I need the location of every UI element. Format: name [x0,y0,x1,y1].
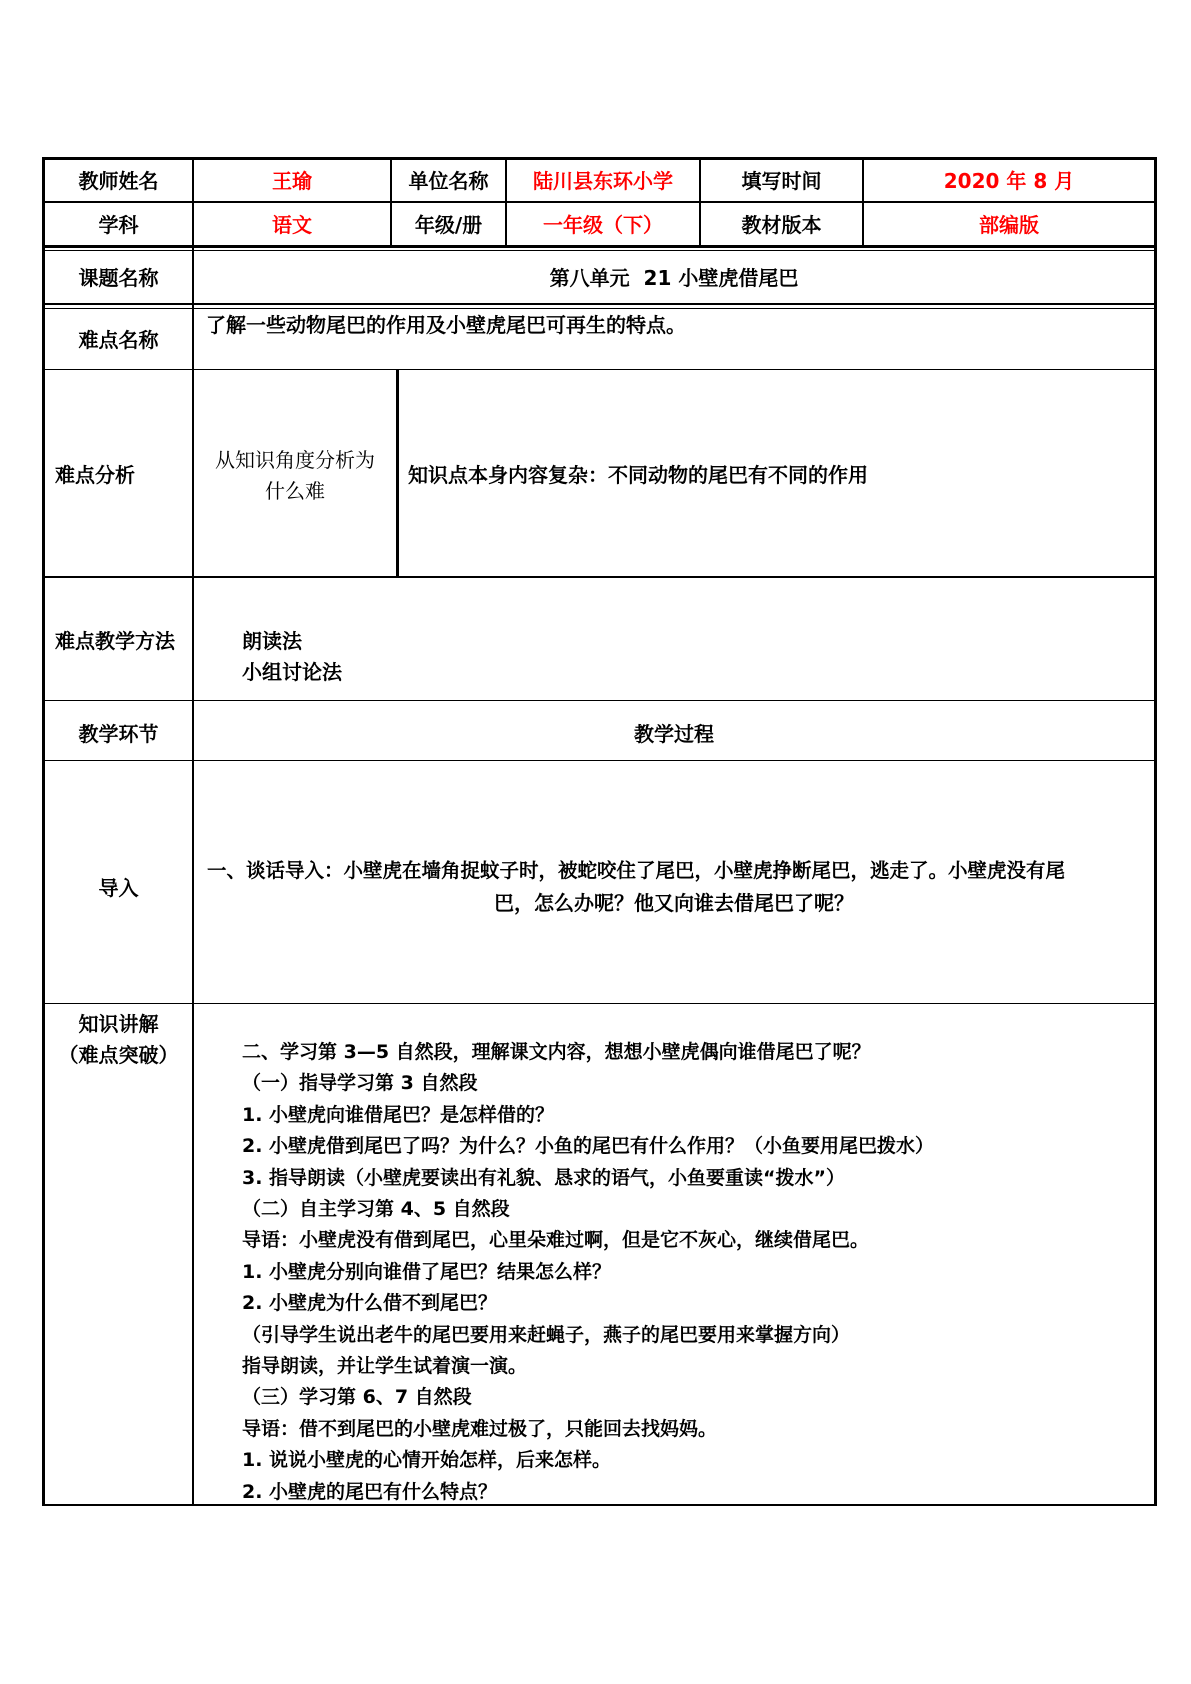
knowledge-line: 2. 小壁虎的尾巴有什么特点？ [242,1480,498,1503]
knowledge-line: 3. 指导朗读（小壁虎要读出有礼貌、恳求的语气，小鱼要重读“拨水”） [242,1166,846,1189]
fill-date-label: 填写时间 [741,169,822,193]
knowledge-line: 1. 小壁虎向谁借尾巴？是怎样借的？ [242,1103,555,1126]
knowledge-line: 2. 小壁虎为什么借不到尾巴？ [242,1292,498,1315]
intro-label: 导入 [98,876,139,900]
analysis-label: 难点分析 [55,463,135,487]
knowledge-line: 导语：借不到尾巴的小壁虎难过极了，只能回去找妈妈。 [242,1417,718,1440]
row-rule-4 [42,369,1157,370]
table-border-top [42,157,1157,160]
table-border-bottom [42,1504,1157,1506]
row-rule-2b [42,250,1157,251]
knowledge-line: （三）学习第 6、7 自然段 [242,1386,472,1409]
subject-label: 学科 [98,213,139,237]
knowledge-label-line1: 知识讲解 [78,1012,159,1036]
grade-label: 年级/册 [414,213,483,237]
row-rule-8 [42,1003,1157,1004]
analysis-value: 知识点本身内容复杂：不同动物的尾巴有不同的作用 [408,463,868,487]
intro-line2: 巴，怎么办呢？他又向谁去借尾巴了呢？ [494,891,854,915]
teacher-name-label: 教师姓名 [78,169,159,193]
table-border-left [42,157,45,1506]
unit-name-label: 单位名称 [408,169,489,193]
col-rule-label [192,157,194,1506]
topic-value: 第八单元 21 小壁虎借尾巴 [549,266,799,290]
col-rule-analysis [396,369,399,576]
method-item: 朗读法 [242,629,302,653]
analysis-sub-label-line1: 从知识角度分析为 [215,448,375,472]
edition-value: 部编版 [979,213,1039,237]
methods-label: 难点教学方法 [55,629,175,653]
row-rule-6 [42,700,1157,701]
row-rule-1 [42,201,1157,203]
topic-label: 课题名称 [78,266,159,290]
stage-column-header: 教学环节 [78,722,159,746]
fill-date-value: 2020 年 8 月 [943,169,1075,193]
process-column-header: 教学过程 [634,722,714,746]
analysis-sub-label-line2: 什么难 [265,479,325,503]
knowledge-line: （一）指导学习第 3 自然段 [242,1072,478,1095]
intro-line1: 一、谈话导入：小壁虎在墙角捉蚊子时，被蛇咬住了尾巴，小壁虎挣断尾巴，逃走了。小壁虎没有尾 [207,859,1066,882]
row-rule-3 [42,303,1157,305]
row-rule-2 [42,245,1157,248]
subject-value: 语文 [272,213,312,237]
knowledge-line: 二、学习第 3—5 自然段，理解课文内容，想想小壁虎偶向谁借尾巴了呢？ [242,1041,871,1063]
knowledge-line: （二）自主学习第 4、5 自然段 [242,1198,510,1220]
teacher-name-value: 王瑜 [272,169,312,193]
knowledge-line: 导语：小壁虎没有借到尾巴，心里朵难过啊，但是它不灰心，继续借尾巴。 [242,1229,870,1252]
row-rule-3b [42,308,1157,309]
row-rule-7 [42,760,1157,761]
knowledge-line: 1. 说说小壁虎的心情开始怎样，后来怎样。 [242,1449,612,1472]
difficulty-value: 了解一些动物尾巴的作用及小壁虎尾巴可再生的特点。 [206,313,686,337]
knowledge-line: （引导学生说出老牛的尾巴要用来赶蝇子，燕子的尾巴要用来掌握方向） [242,1323,851,1346]
table-border-right [1154,157,1157,1506]
method-item: 小组讨论法 [242,660,342,684]
knowledge-line: 2. 小壁虎借到尾巴了吗？为什么？小鱼的尾巴有什么作用？（小鱼要用尾巴拨水） [242,1135,935,1158]
row-rule-5 [42,576,1157,578]
knowledge-label-line2: （难点突破） [58,1043,179,1067]
difficulty-label: 难点名称 [78,328,159,352]
knowledge-line: 指导朗读，并让学生试着演一演。 [242,1355,528,1377]
unit-name-value: 陆川县东环小学 [533,169,673,193]
edition-label: 教材版本 [741,213,822,237]
grade-value: 一年级（下） [543,213,663,237]
knowledge-line: 1. 小壁虎分别向谁借了尾巴？结果怎么样？ [242,1260,612,1283]
